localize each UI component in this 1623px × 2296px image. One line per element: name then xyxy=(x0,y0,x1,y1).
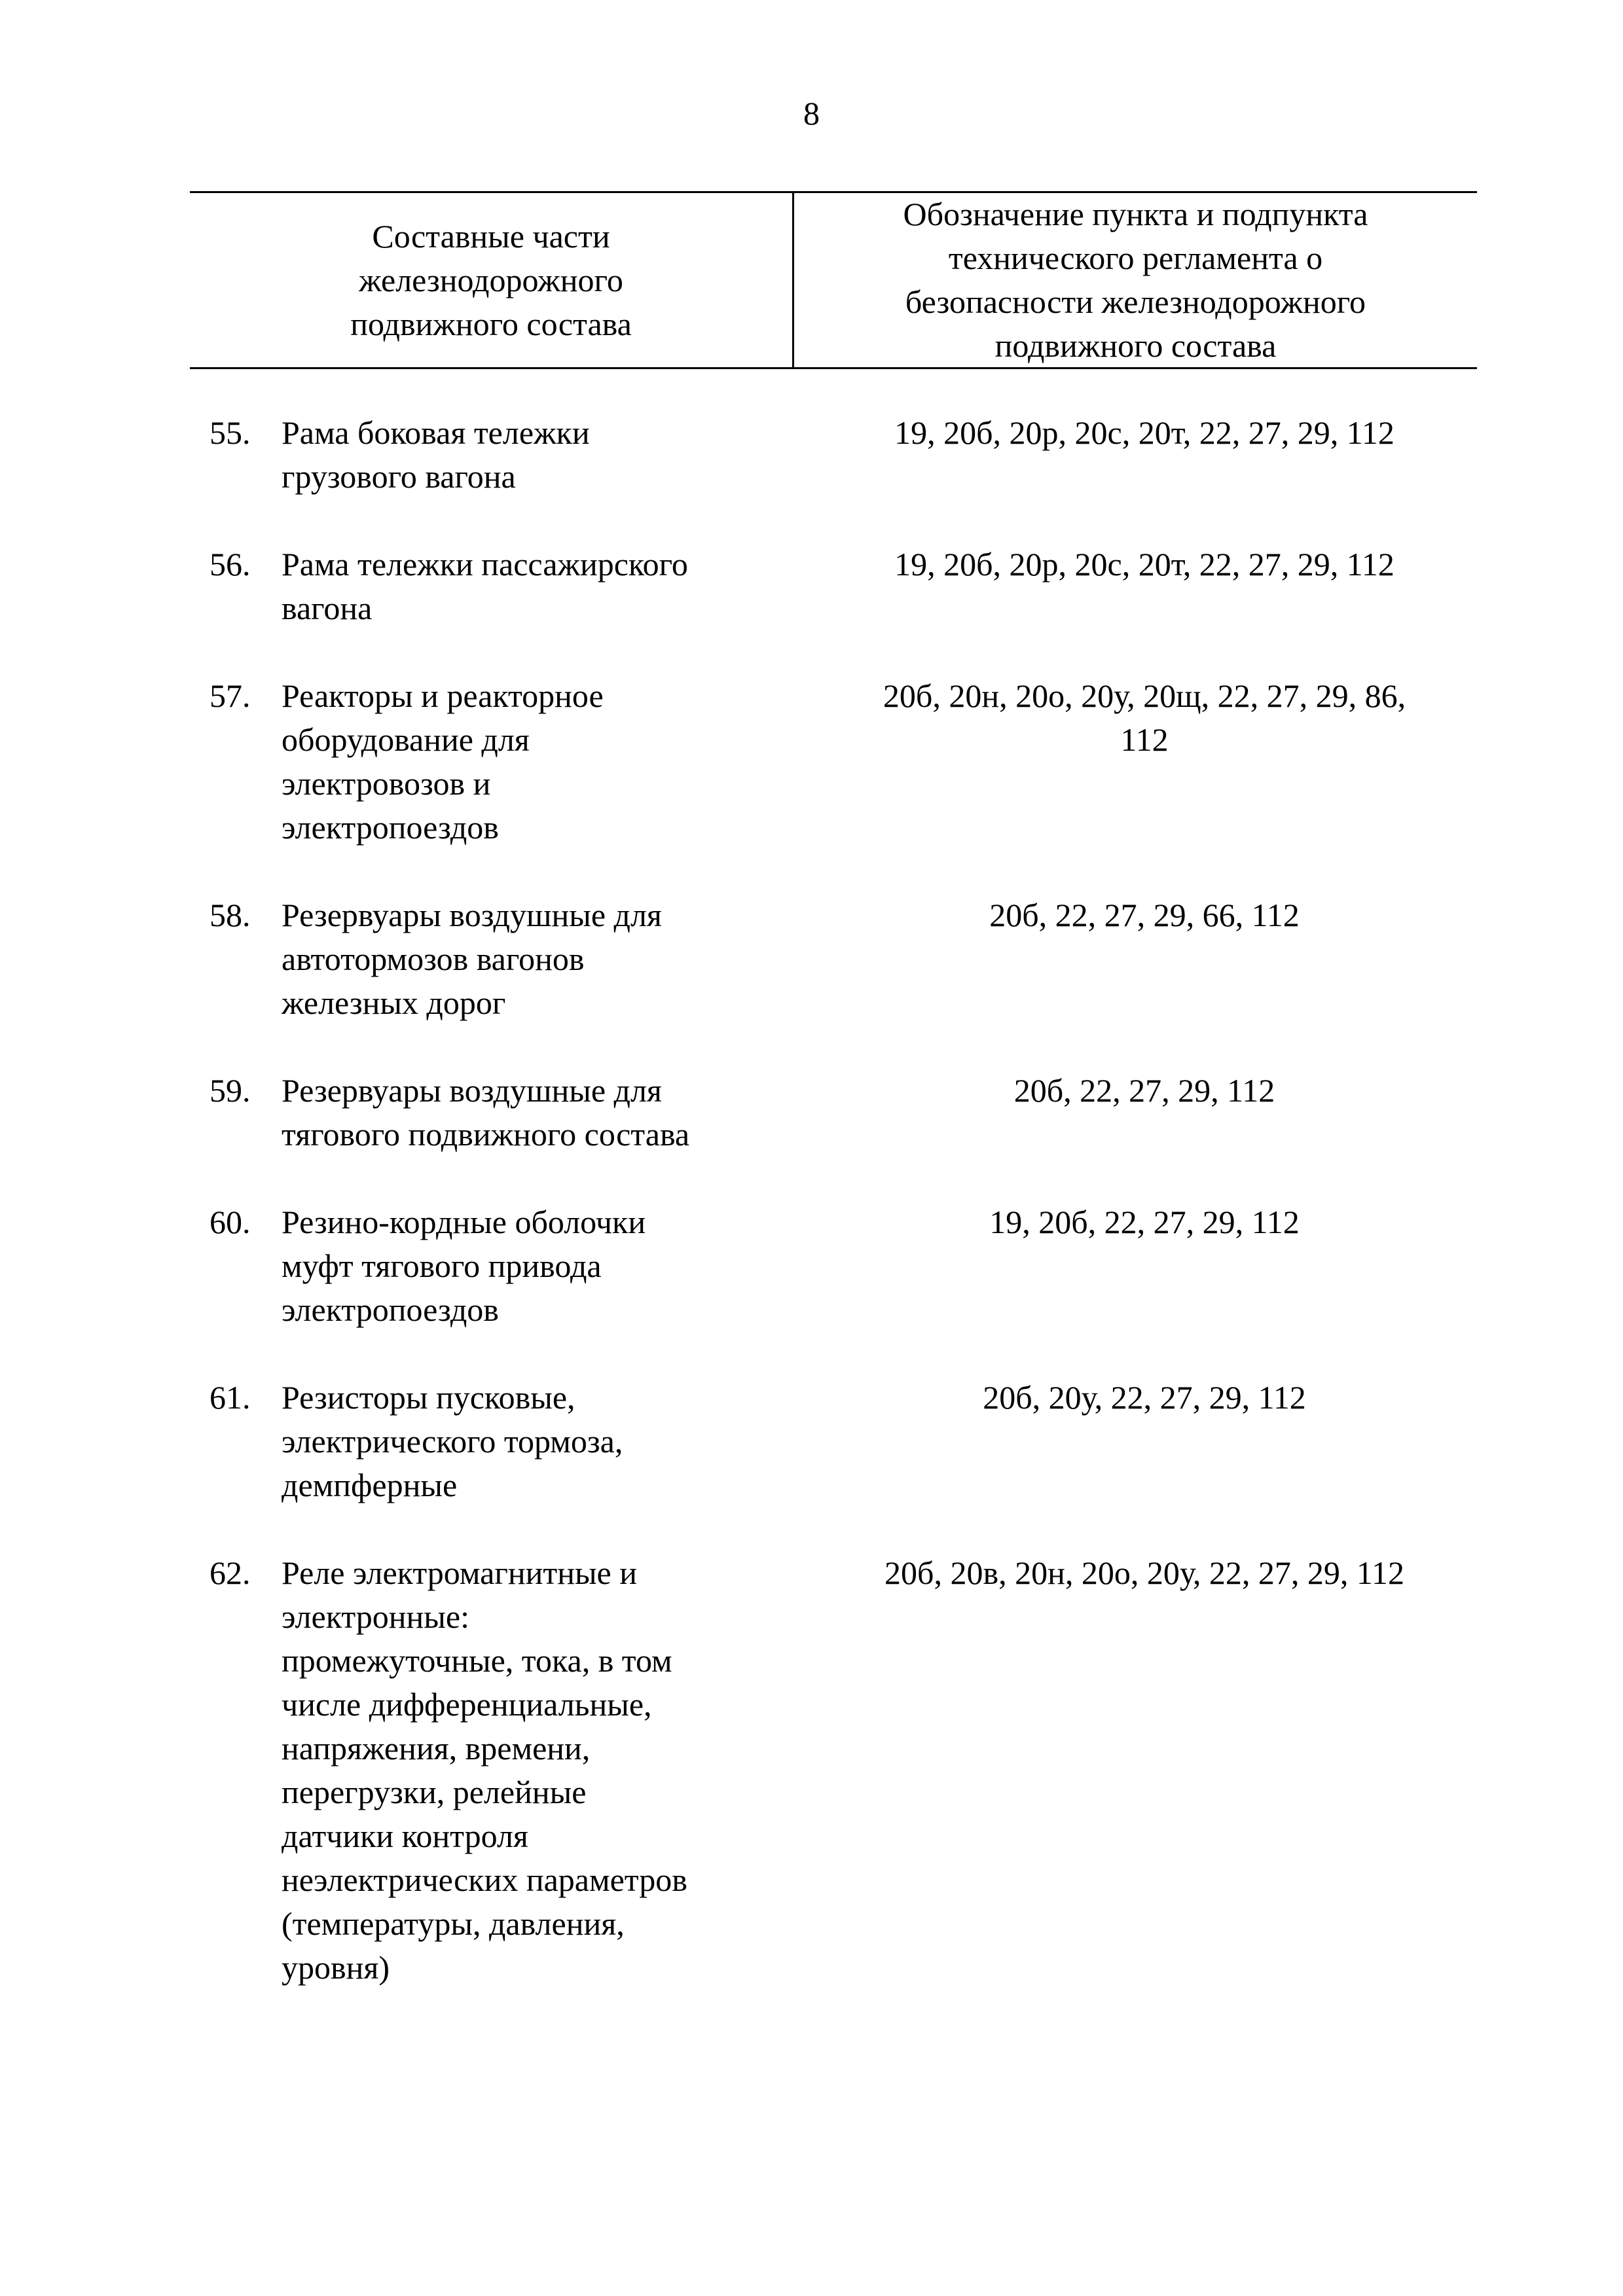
table-row xyxy=(190,543,1477,630)
row-component-name: Рама боковая тележки грузового вагона xyxy=(282,414,590,495)
row-component-name: Резисторы пусковые, электрического тормоза, демпферные xyxy=(282,1379,623,1503)
row-component-name: Реакторы и реакторное оборудование для электровозов и электропоездов xyxy=(282,677,604,846)
row-number: 62. xyxy=(210,1554,251,1591)
row-component-name: Резервуары воздушные для тягового подвижного состава xyxy=(282,1072,690,1153)
row-number: 61. xyxy=(210,1379,251,1416)
row-component-name: Рама тележки пассажирского вагона xyxy=(282,546,688,626)
row-number: 60. xyxy=(210,1204,251,1240)
row-number: 55. xyxy=(210,414,251,451)
row-regulation-refs: 20б, 22, 27, 29, 112 xyxy=(1013,1072,1275,1109)
row-number: 56. xyxy=(210,546,251,583)
table-body xyxy=(190,411,1477,2034)
table-row xyxy=(190,893,1477,1025)
row-number: 58. xyxy=(210,897,251,933)
row-regulation-refs: 19, 20б, 22, 27, 29, 112 xyxy=(989,1204,1300,1240)
row-regulation-refs: 19, 20б, 20р, 20с, 20т, 22, 27, 29, 112 xyxy=(894,546,1395,583)
table-row xyxy=(190,1200,1477,1332)
row-component-name: Реле электромагнитные и электронные: промежуточные, тока, в том числе дифференциальные, напряжения, времени, перегрузки, релейные датчики контроля неэлектрических параметров (температуры, давления, уровня) xyxy=(282,1554,687,1986)
row-regulation-refs: 19, 20б, 20р, 20с, 20т, 22, 27, 29, 112 xyxy=(894,414,1395,451)
header-regulation-label: Обозначение пункта и подпункта технического регламента о безопасности железнодорожного подвижного состава xyxy=(903,196,1368,364)
row-regulation-refs: 20б, 22, 27, 29, 66, 112 xyxy=(989,897,1300,933)
table-row xyxy=(190,411,1477,499)
page-number: 8 xyxy=(803,95,820,132)
table-header xyxy=(190,191,1477,369)
header-column-regulation xyxy=(794,193,1477,367)
row-regulation-refs: 20б, 20н, 20о, 20у, 20щ, 22, 27, 29, 86, 112 xyxy=(883,677,1406,758)
header-components-label: Составные части железнодорожного подвижного состава xyxy=(350,217,632,342)
table-row xyxy=(190,1376,1477,1507)
table-row xyxy=(190,1069,1477,1157)
row-number: 59. xyxy=(210,1072,251,1109)
row-component-name: Резино-кордные оболочки муфт тягового привода электропоездов xyxy=(282,1204,646,1328)
table-row xyxy=(190,674,1477,850)
row-regulation-refs: 20б, 20в, 20н, 20о, 20у, 22, 27, 29, 112 xyxy=(884,1554,1404,1591)
header-column-components xyxy=(190,193,792,367)
row-number: 57. xyxy=(210,677,251,714)
row-component-name: Резервуары воздушные для автотормозов вагонов железных дорог xyxy=(282,897,662,1021)
row-regulation-refs: 20б, 20у, 22, 27, 29, 112 xyxy=(983,1379,1306,1416)
table-row xyxy=(190,1551,1477,1990)
